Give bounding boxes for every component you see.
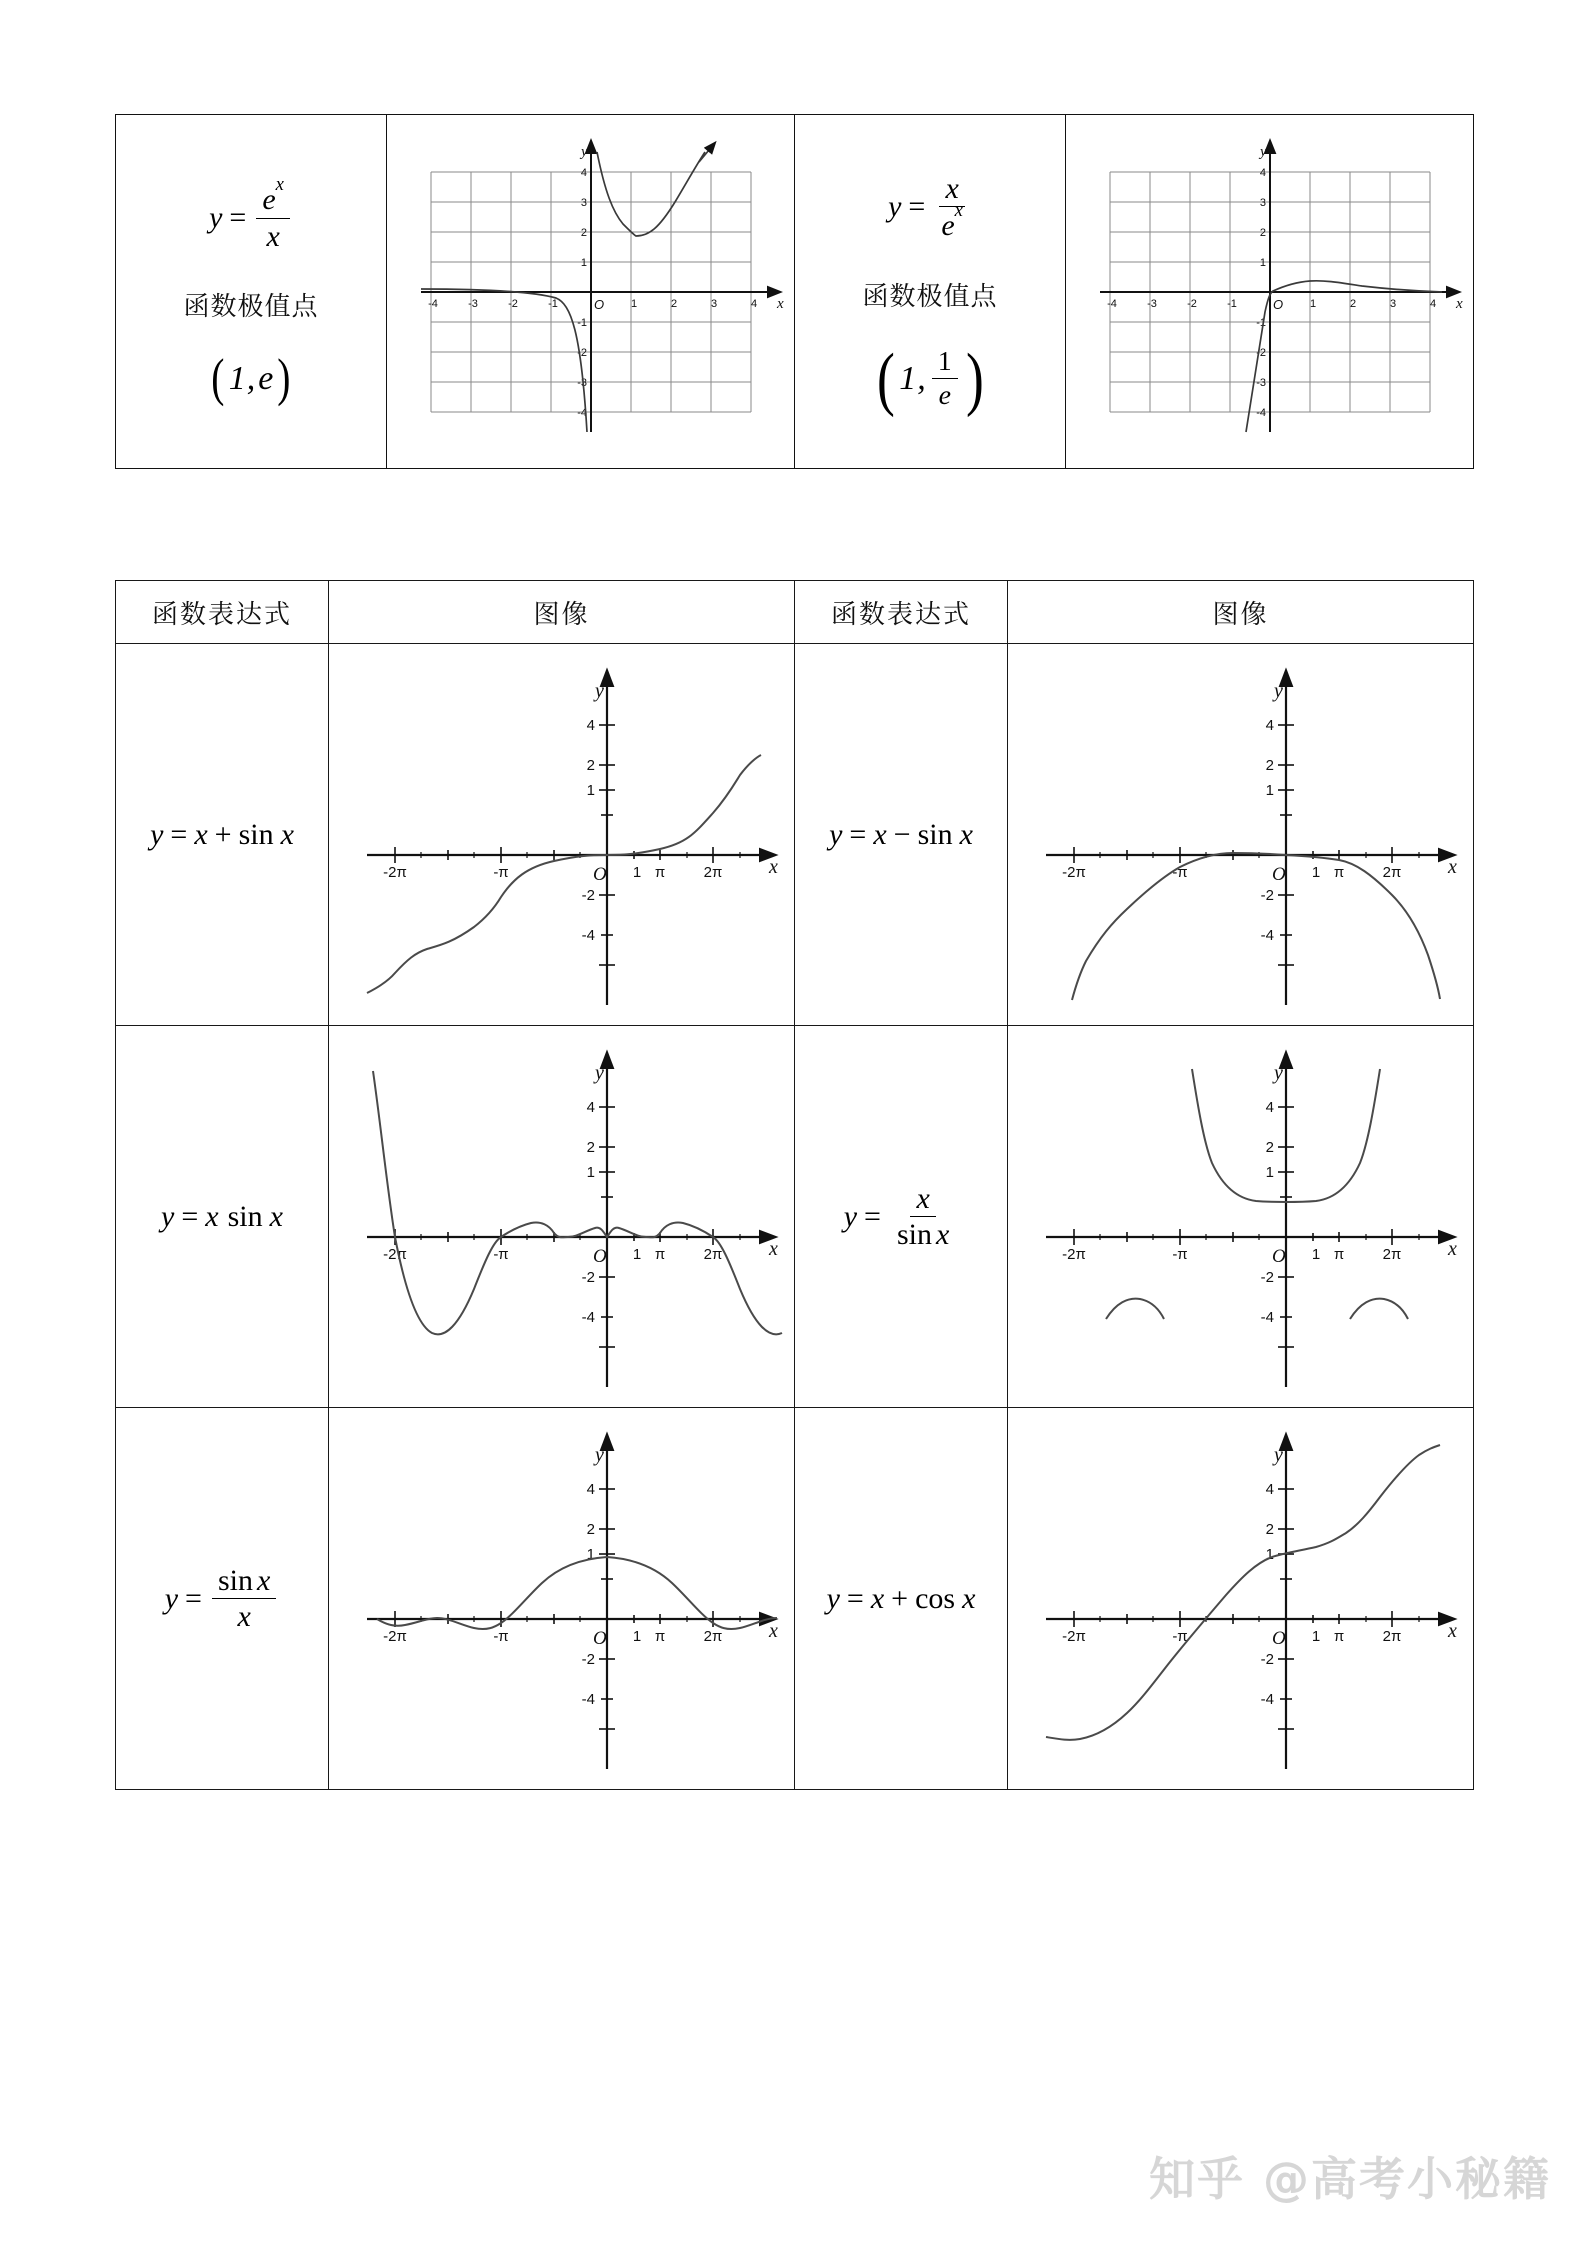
svg-text:y: y <box>1273 1061 1283 1084</box>
plot-x-over-ex <box>1070 132 1470 452</box>
svg-text:-2: -2 <box>1186 297 1197 310</box>
svg-text:1: 1 <box>1265 781 1274 799</box>
svg-text:2: 2 <box>586 1138 595 1156</box>
svg-text:-4: -4 <box>581 1690 595 1708</box>
svg-text:π: π <box>1333 1245 1344 1263</box>
formula-sinx-over-x: y = $\frac{\text{sin x}}{x}$ <box>165 1565 280 1633</box>
svg-text:y: y <box>594 1443 604 1466</box>
svg-text:2: 2 <box>580 226 587 239</box>
svg-text:2: 2 <box>1349 297 1356 310</box>
graph-cell-x-minus-sinx <box>1008 644 1474 1026</box>
svg-text:-3: -3 <box>467 297 478 310</box>
svg-text:y: y <box>580 143 588 160</box>
svg-text:π: π <box>654 1627 665 1645</box>
svg-text:-2π: -2π <box>1061 1245 1086 1263</box>
graph-cell-x-over-sinx <box>1008 1026 1474 1408</box>
table-row <box>116 1408 1474 1790</box>
formula-ex-over-x: y = $\frac{e^x}{x}$ <box>209 183 293 252</box>
svg-text:-2π: -2π <box>1061 863 1086 881</box>
extrema-caption-2: 函数极值点 <box>862 281 998 312</box>
svg-text:x: x <box>768 855 778 878</box>
svg-text:-2π: -2π <box>382 1627 407 1645</box>
extrema-point-2: ( 1 , $\frac{1}{e}$ ) <box>876 338 984 418</box>
expression-cell-sinx-over-x <box>116 1408 329 1790</box>
svg-text:3: 3 <box>580 196 587 209</box>
svg-text:-4: -4 <box>427 297 438 310</box>
svg-text:-4: -4 <box>1260 926 1274 944</box>
svg-text:4: 4 <box>1259 166 1266 179</box>
svg-text:2π: 2π <box>1382 863 1401 881</box>
extrema-point-1: ( 1 , e ) <box>211 349 291 408</box>
svg-text:π: π <box>654 863 665 881</box>
graph-cell-x-plus-cosx <box>1008 1408 1474 1790</box>
svg-text:x: x <box>1447 855 1457 878</box>
table-row <box>116 644 1474 1026</box>
svg-text:y: y <box>594 679 604 702</box>
svg-text:O: O <box>1271 1627 1286 1649</box>
expression-cell-x-minus-sinx <box>795 644 1008 1026</box>
svg-text:-1: -1 <box>547 297 558 310</box>
svg-text:-2: -2 <box>581 1268 595 1286</box>
svg-text:4: 4 <box>586 1480 595 1498</box>
header-graph-left: 图像 <box>329 581 795 644</box>
svg-text:-2π: -2π <box>382 863 407 881</box>
svg-text:2: 2 <box>1265 1138 1274 1156</box>
svg-text:1: 1 <box>586 1163 595 1181</box>
svg-text:y: y <box>594 1061 604 1084</box>
svg-text:2: 2 <box>1259 226 1266 239</box>
svg-text:-3: -3 <box>1255 376 1266 389</box>
svg-text:-π: -π <box>492 863 509 881</box>
svg-text:2π: 2π <box>1382 1245 1401 1263</box>
svg-text:-4: -4 <box>581 926 595 944</box>
svg-text:-π: -π <box>492 1627 509 1645</box>
svg-text:x: x <box>768 1237 778 1260</box>
svg-text:1: 1 <box>632 1245 641 1263</box>
svg-text:4: 4 <box>586 716 595 734</box>
expression-cell-x-plus-sinx <box>116 644 329 1026</box>
formula-x-plus-sinx: y = x + sin x <box>150 817 294 851</box>
svg-text:π: π <box>1333 1627 1344 1645</box>
extrema-graph-cell-2 <box>1066 115 1474 469</box>
svg-text:-2: -2 <box>1255 346 1266 359</box>
svg-text:2π: 2π <box>703 1627 722 1645</box>
formula-x-sinx: y = x sin x <box>161 1199 283 1233</box>
svg-text:1: 1 <box>632 1627 641 1645</box>
plot-x-plus-cosx <box>1016 1419 1466 1779</box>
graph-cell-sinx-over-x <box>329 1408 795 1790</box>
extrema-caption-1: 函数极值点 <box>183 292 319 323</box>
formula-x-plus-cosx: y = x + cos x <box>826 1581 976 1615</box>
svg-text:2: 2 <box>1265 1520 1274 1538</box>
svg-text:3: 3 <box>1259 196 1266 209</box>
svg-text:4: 4 <box>1265 1480 1274 1498</box>
svg-text:2: 2 <box>670 297 677 310</box>
svg-text:-3: -3 <box>1146 297 1157 310</box>
plot-x-over-sinx <box>1016 1037 1466 1397</box>
svg-text:O: O <box>1272 296 1283 312</box>
svg-text:1: 1 <box>586 781 595 799</box>
header-expression-right: 函数表达式 <box>795 581 1008 644</box>
svg-text:2: 2 <box>586 756 595 774</box>
expression-cell-x-over-sinx <box>795 1026 1008 1408</box>
extrema-expression-cell-1 <box>116 115 387 469</box>
svg-text:1: 1 <box>630 297 637 310</box>
svg-text:-2: -2 <box>1260 1650 1274 1668</box>
extrema-table <box>115 114 1474 469</box>
svg-text:x: x <box>776 295 784 312</box>
expression-cell-x-sinx <box>116 1026 329 1408</box>
svg-text:-4: -4 <box>1260 1308 1274 1326</box>
formula-x-over-sinx: y = $\frac{x}{\text{sin x}}$ <box>843 1181 950 1251</box>
svg-text:O: O <box>592 863 607 885</box>
svg-text:-2: -2 <box>1260 1268 1274 1286</box>
svg-text:2: 2 <box>1265 756 1274 774</box>
svg-text:x: x <box>1447 1237 1457 1260</box>
svg-text:y: y <box>1273 1443 1283 1466</box>
svg-text:2: 2 <box>586 1520 595 1538</box>
svg-text:-2: -2 <box>576 346 587 359</box>
svg-text:-2: -2 <box>581 886 595 904</box>
plot-ex-over-x <box>391 132 791 452</box>
plot-sinx-over-x <box>337 1419 787 1779</box>
svg-text:-π: -π <box>492 1245 509 1263</box>
svg-text:-2: -2 <box>581 1650 595 1668</box>
svg-text:π: π <box>1333 863 1344 881</box>
svg-text:1: 1 <box>1309 297 1316 310</box>
svg-text:-4: -4 <box>1255 406 1266 419</box>
svg-text:4: 4 <box>1429 297 1436 310</box>
svg-text:4: 4 <box>1265 716 1274 734</box>
extrema-expression-cell-2 <box>795 115 1066 469</box>
svg-text:-1: -1 <box>1255 316 1266 329</box>
svg-text:-4: -4 <box>1260 1690 1274 1708</box>
svg-text:4: 4 <box>580 166 587 179</box>
table-header-row <box>116 581 1474 644</box>
svg-text:-2: -2 <box>507 297 518 310</box>
formula-x-over-ex: y = $\frac{x}{e^x}$ <box>888 171 963 243</box>
svg-text:-π: -π <box>1171 1245 1188 1263</box>
svg-text:1: 1 <box>580 256 587 269</box>
graph-cell-x-sinx <box>329 1026 795 1408</box>
plot-x-minus-sinx <box>1016 655 1466 1015</box>
svg-text:y: y <box>1273 679 1283 702</box>
svg-text:1: 1 <box>1265 1545 1274 1563</box>
svg-text:1: 1 <box>1311 863 1320 881</box>
svg-text:-2π: -2π <box>1061 1627 1086 1645</box>
svg-text:O: O <box>592 1245 607 1267</box>
svg-text:π: π <box>654 1245 665 1263</box>
svg-text:O: O <box>593 296 604 312</box>
svg-text:4: 4 <box>1265 1098 1274 1116</box>
svg-text:3: 3 <box>710 297 717 310</box>
table-row <box>116 1026 1474 1408</box>
svg-text:-4: -4 <box>581 1308 595 1326</box>
svg-text:-4: -4 <box>1106 297 1117 310</box>
svg-text:-4: -4 <box>576 406 587 419</box>
svg-text:2π: 2π <box>703 863 722 881</box>
svg-text:-2: -2 <box>1260 886 1274 904</box>
svg-text:x: x <box>1455 295 1463 312</box>
graph-cell-x-plus-sinx <box>329 644 795 1026</box>
svg-text:-3: -3 <box>576 376 587 389</box>
svg-text:-2π: -2π <box>382 1245 407 1263</box>
svg-text:2π: 2π <box>703 1245 722 1263</box>
extrema-graph-cell-1 <box>387 115 795 469</box>
plot-x-sinx <box>337 1037 787 1397</box>
svg-text:1: 1 <box>1259 256 1266 269</box>
svg-text:-π: -π <box>1171 1627 1188 1645</box>
svg-text:O: O <box>1271 1245 1286 1267</box>
svg-text:-1: -1 <box>1226 297 1237 310</box>
formula-x-minus-sinx: y = x − sin x <box>829 817 973 851</box>
plot-x-plus-sinx <box>337 655 787 1015</box>
svg-text:1: 1 <box>632 863 641 881</box>
svg-text:x: x <box>1447 1619 1457 1642</box>
svg-text:y: y <box>1259 143 1267 160</box>
graphs-table <box>115 580 1474 1790</box>
svg-text:4: 4 <box>750 297 757 310</box>
svg-text:1: 1 <box>1311 1627 1320 1645</box>
svg-text:-π: -π <box>1171 863 1188 881</box>
svg-text:O: O <box>1271 863 1286 885</box>
header-expression-left: 函数表达式 <box>116 581 329 644</box>
expression-cell-x-plus-cosx <box>795 1408 1008 1790</box>
svg-text:4: 4 <box>586 1098 595 1116</box>
svg-text:-1: -1 <box>576 316 587 329</box>
svg-text:1: 1 <box>1265 1163 1274 1181</box>
svg-text:2π: 2π <box>1382 1627 1401 1645</box>
header-graph-right: 图像 <box>1008 581 1474 644</box>
svg-text:1: 1 <box>1311 1245 1320 1263</box>
svg-text:x: x <box>768 1619 778 1642</box>
svg-text:1: 1 <box>586 1545 595 1563</box>
watermark: 知乎 @高考小秘籍 <box>1148 2152 1551 2206</box>
svg-text:3: 3 <box>1389 297 1396 310</box>
svg-text:O: O <box>592 1627 607 1649</box>
